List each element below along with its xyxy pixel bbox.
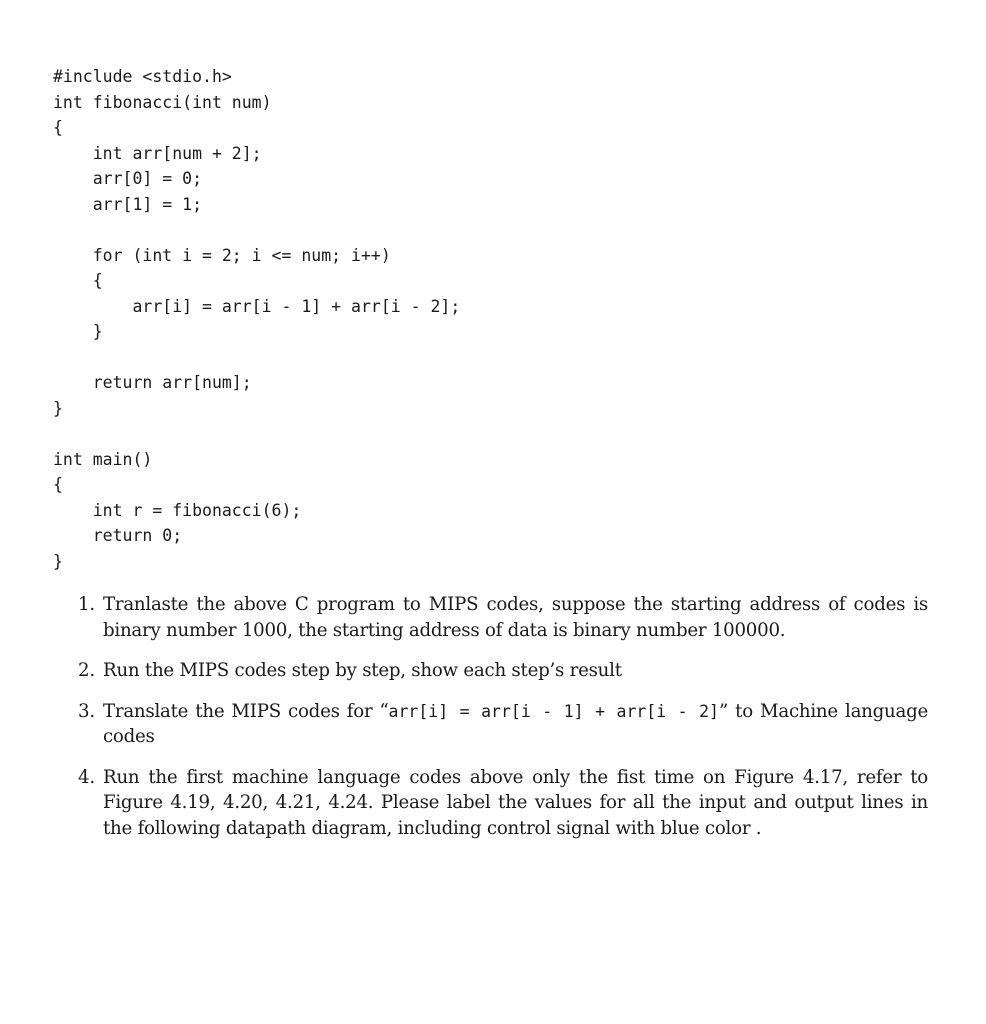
code-line: arr[0] = 0; — [53, 169, 203, 188]
c-code-listing — [53, 64, 460, 574]
question-text-after: ” to Machine language codes — [103, 700, 928, 747]
question-item-4 — [78, 765, 928, 842]
code-line: return arr[num]; — [53, 373, 252, 392]
code-line: for (int i = 2; i <= num; i++) — [53, 245, 391, 265]
code-line: } — [53, 322, 103, 341]
question-number: 3. — [78, 700, 95, 722]
question-item-3 — [78, 699, 928, 750]
question-text-before: Translate the MIPS codes for “ — [103, 700, 389, 722]
code-line: int r = fibonacci(6); — [53, 500, 302, 520]
question-text: Tranlaste the above C program to MIPS codes, suppose the starting address of codes is binary number 1000, the starting address of data is binary number 100000. — [103, 594, 928, 641]
question-item-2 — [78, 658, 928, 684]
inline-code: arr[i] = arr[i - 1] + arr[i - 2] — [388, 701, 719, 721]
question-number: 1. — [78, 594, 95, 615]
question-list — [78, 592, 928, 856]
question-text: Run the MIPS codes step by step, show each step’s result — [103, 660, 622, 681]
question-number: 2. — [78, 660, 95, 681]
code-line: } — [53, 398, 63, 418]
code-line: arr[i] = arr[i - 1] + arr[i - 2]; — [53, 296, 461, 316]
code-line: return 0; — [53, 526, 183, 545]
code-line: { — [53, 118, 63, 137]
code-line: { — [53, 271, 103, 290]
code-line: #include <stdio.h> — [53, 67, 232, 86]
code-line — [53, 345, 460, 371]
code-line: int arr[num + 2]; — [53, 143, 262, 163]
question-text: Run the first machine language codes above only the fist time on Figure 4.17, refer to Figure 4.19, 4.20, 4.21, 4.24. Please label the values for all the input and output lines in the following datapath diagram, including control signal with blue color . — [103, 766, 928, 839]
question-item-1 — [78, 592, 928, 643]
code-line: } — [53, 551, 63, 571]
code-line — [53, 421, 460, 447]
code-line: int main() — [53, 449, 153, 469]
question-number: 4. — [78, 766, 95, 788]
code-line: { — [53, 475, 63, 494]
code-line: int fibonacci(int num) — [53, 92, 272, 112]
code-line — [53, 217, 460, 243]
code-line: arr[1] = 1; — [53, 194, 203, 214]
